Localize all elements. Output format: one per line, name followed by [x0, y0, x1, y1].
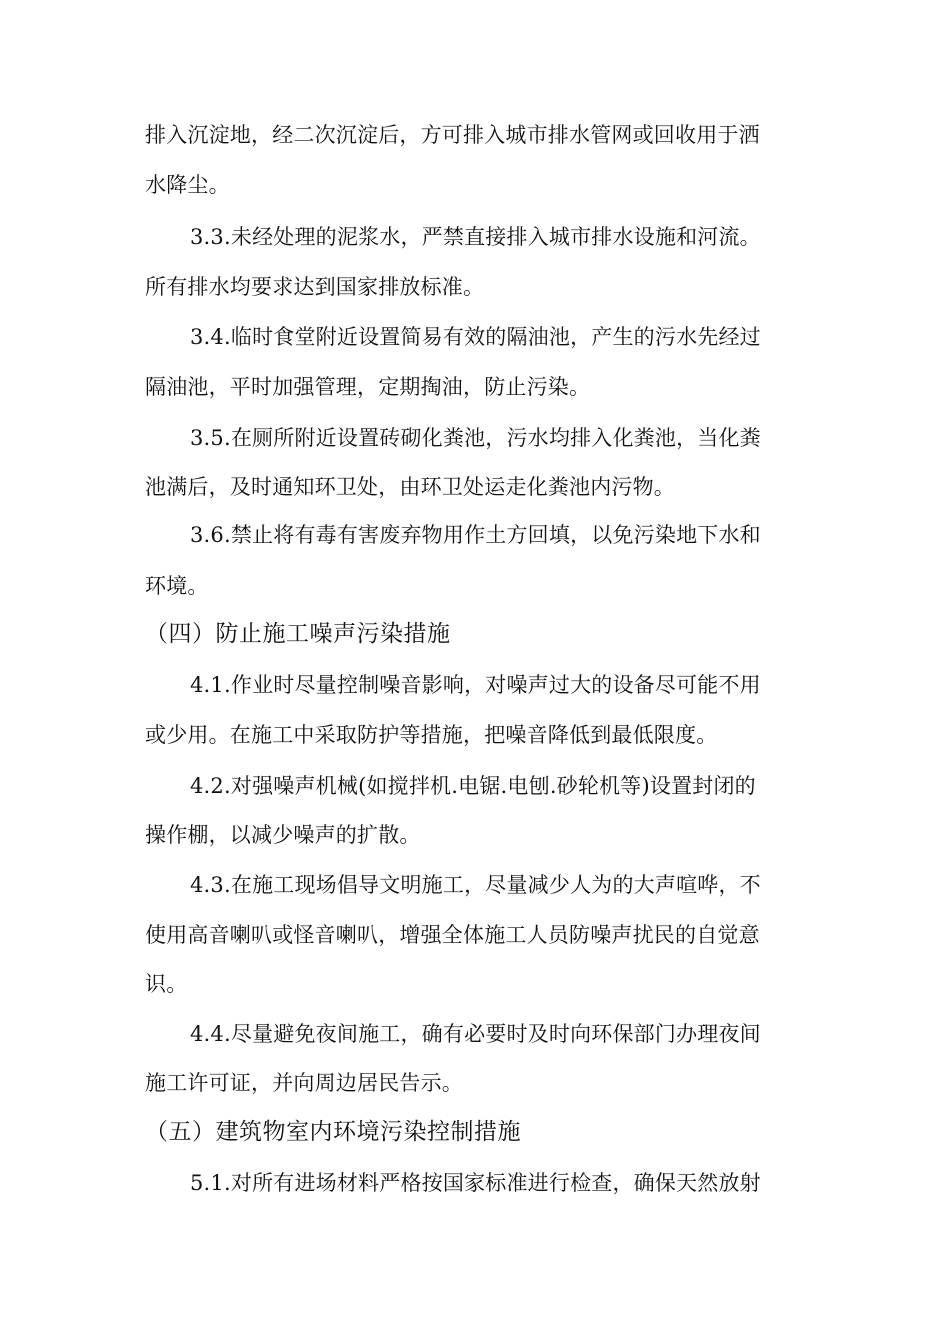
paragraph-line: 池满后，及时通知环卫处，由环卫处运走化粪池内污物。	[145, 475, 675, 499]
paragraph-line: 排入沉淀地，经二次沉淀后，方可排入城市排水管网或回收用于洒	[145, 123, 760, 147]
paragraph-line: 使用高音喇叭或怪音喇叭，增强全体施工人员防噪声扰民的自觉意	[145, 923, 760, 947]
item-3-3-line: 3.3.未经处理的泥浆水，严禁直接排入城市排水设施和河流。	[190, 225, 761, 249]
item-3-6-line: 3.6.禁止将有毒有害废弃物用作土方回填，以免污染地下水和	[190, 523, 761, 547]
item-3-4-line: 3.4.临时食堂附近设置简易有效的隔油池，产生的污水先经过	[190, 325, 761, 349]
section-heading-5: （五）建筑物室内环境污染控制措施	[145, 1119, 521, 1145]
paragraph-line: 操作棚，以减少噪声的扩散。	[145, 823, 421, 847]
item-4-4-line: 4.4.尽量避免夜间施工，确有必要时及时向环保部门办理夜间	[190, 1022, 761, 1046]
paragraph-line: 或少用。在施工中采取防护等措施，把噪音降低到最低限度。	[145, 723, 718, 747]
item-4-2-line: 4.2.对强噪声机械(如搅拌机.电锯.电刨.砂轮机等)设置封闭的	[190, 774, 756, 798]
paragraph-line: 水降尘。	[145, 173, 230, 197]
paragraph-line: 施工许可证，并向周边居民告示。	[145, 1071, 463, 1095]
paragraph-line: 环境。	[145, 574, 209, 598]
paragraph-line: 隔油池，平时加强管理，定期掏油，防止污染。	[145, 375, 591, 399]
item-4-3-line: 4.3.在施工现场倡导文明施工，尽量减少人为的大声喧哗，不	[190, 873, 761, 897]
paragraph-line: 所有排水均要求达到国家排放标准。	[145, 275, 485, 299]
item-4-1-line: 4.1.作业时尽量控制噪音影响，对噪声过大的设备尽可能不用	[190, 673, 761, 697]
item-3-5-line: 3.5.在厕所附近设置砖砌化粪池，污水均排入化粪池，当化粪	[190, 426, 761, 450]
paragraph-line: 识。	[145, 972, 188, 996]
section-heading-4: （四）防止施工噪声污染措施	[145, 621, 451, 647]
item-5-1-line: 5.1.对所有进场材料严格按国家标准进行检查，确保天然放射	[190, 1171, 761, 1195]
